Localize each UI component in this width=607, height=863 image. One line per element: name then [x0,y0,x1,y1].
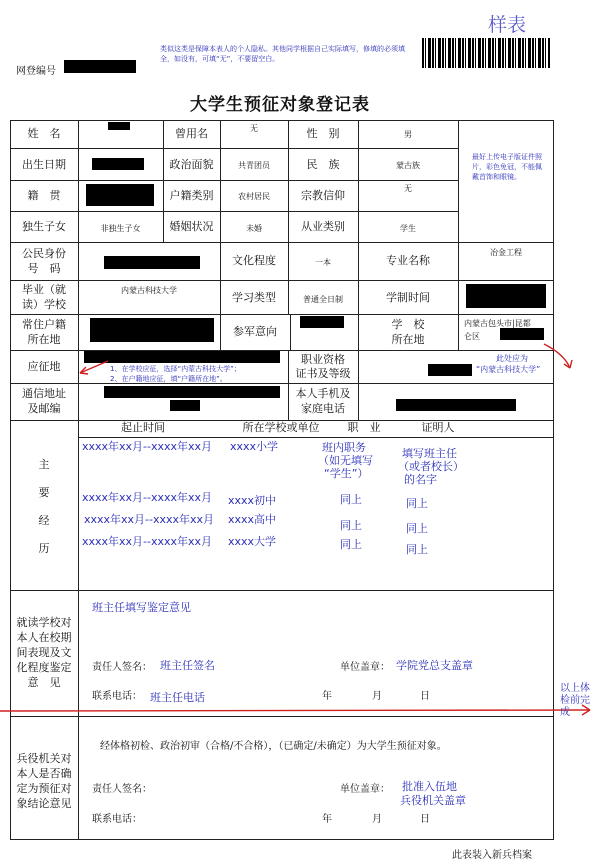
eval-label-1: 就读学校对 [16,616,72,629]
redacted-address [104,386,280,398]
resume-row-1-witness: 填写班主任 [402,447,457,460]
resume-row-4-job: 同上 [340,538,362,551]
resume-row-3-witness: 同上 [406,522,428,535]
col-job: 职 业 [347,421,381,434]
resume-row-2-time: xxxx年xx月--xxxx年xx月 [82,491,213,504]
mil-text: 经体格初检、政治初审（合格/不合格），（已确定/未确定）为大学生预征对象。 [100,741,447,752]
eval-month: 月 [372,691,382,702]
eval-label-2: 本人在校期 [16,631,72,644]
barcode [422,38,550,68]
address-label-1: 通信地址 [22,387,66,400]
redacted-residence [90,318,214,342]
resume-row-1-time: xxxx年xx月--xxxx年xx月 [82,440,213,453]
eval-label-5: 意 见 [27,676,61,689]
mil-day: 日 [420,814,430,825]
former-name-label: 曾用名 [175,127,208,140]
mil-label-3: 定为预征对 [16,782,72,795]
major-label: 专业名称 [386,254,430,267]
sample-mark: 样表 [488,14,527,36]
resume-row-2-job: 同上 [340,493,362,506]
resume-label-2: 要 [38,486,50,499]
ethnicity-value: 蒙古族 [396,161,420,170]
study-type-label: 学习类型 [232,291,276,304]
mil-seal-1: 批准入伍地 [402,780,457,793]
marital-label: 婚姻状况 [169,220,214,233]
school-label-1: 毕业（就 [22,283,66,296]
redacted-cert [428,364,472,376]
cert-label-1: 职业资格 [301,353,345,366]
cert-label-2: 证书及等级 [295,367,351,380]
red-arrow-school [540,340,576,376]
annot-right-2: “内蒙古科技大学” [476,365,541,374]
resume-row-4-school: xxxx大学 [228,535,277,548]
mil-month: 月 [372,814,382,825]
only-child-value: 非独生子女 [100,224,141,233]
resume-label-4: 历 [38,542,50,555]
enlist-intent-label: 参军意向 [233,325,277,338]
school-loc-label-1: 学 校 [391,318,425,331]
redacted-enlist-place [84,351,280,363]
mil-phone-label: 联系电话： [92,814,142,825]
resume-label-3: 经 [38,514,50,527]
name-label: 姓 名 [27,127,61,140]
address-label-2: 及邮编 [27,402,61,415]
gender-value: 男 [404,130,412,139]
mil-year: 年 [322,814,332,825]
politics-label: 政治面貌 [169,158,214,171]
resume-row-4-time: xxxx年xx月--xxxx年xx月 [82,535,213,548]
mil-unit-seal-label: 单位盖章： [340,784,390,795]
annot-exam-1: 以上体 [560,683,590,694]
politics-value: 共青团员 [238,161,270,170]
religion-value: 无 [404,184,412,193]
eval-seal: 学院党总支盖章 [396,659,473,672]
resume-witness-note-2: 的名字 [404,473,437,486]
enlist-note-1: 1、在学校应征，选择“内蒙古科技大学”； [110,365,241,373]
marital-value: 未婚 [246,224,262,233]
eval-label-3: 间表现及文 [16,646,72,659]
mil-label-1: 兵役机关对 [16,752,72,765]
school-label-2: 读）学校 [22,298,66,311]
mil-seal-2: 兵役机关盖章 [400,794,466,807]
online-no-label: 网登编号 [16,66,56,77]
resume-job-note-1: （如无填写 [318,454,373,467]
school-value: 内蒙古科技大学 [121,286,177,295]
privacy-note: 类似这类是保障本表人的个人隐私。其他同学根据自己实际填写，修填的必须填全，如没有，可填“无”，不要留空白。 [160,45,405,63]
resume-witness-note-1: （或者校长） [398,460,464,473]
annot-right-1: 此处应为 [496,354,528,363]
resume-row-3-time: xxxx年xx月--xxxx年xx月 [84,513,215,526]
eval-phone-label: 联系电话： [92,691,142,702]
annot-exam-3: 成 [560,707,570,718]
redacted-origin [86,184,154,206]
redacted-birth [92,158,144,170]
col-time: 起止时间 [121,421,165,434]
school-loc-value-1: 内蒙古包头市|昆都 [464,319,531,328]
eval-label-4: 化程度鉴定 [16,661,72,674]
mil-label-4: 象结论意见 [16,797,72,810]
page-title: 大学生预征对象登记表 [190,95,370,115]
phone-label-1: 本人手机及 [295,387,351,400]
redacted-school-loc [500,328,544,340]
school-loc-value-2: 仑区 [464,332,480,341]
enlist-note-2: 2、在户籍地应征，填“户籍所在地”。 [110,375,227,383]
resume-row-2-school: xxxx初中 [228,494,277,507]
school-loc-label-2: 所在地 [391,333,425,346]
redacted-id-no [104,256,200,269]
resume-row-3-job: 同上 [340,519,362,532]
eval-phone: 班主任电话 [150,691,205,704]
hukou-type-value: 农村居民 [238,192,270,201]
enlist-place-label: 应征地 [27,360,61,373]
redacted-online-no [64,60,136,73]
resume-row-2-witness: 同上 [406,497,428,510]
education-value: 一本 [315,258,331,267]
hukou-type-label: 户籍类别 [169,189,214,202]
resume-row-4-witness: 同上 [406,543,428,556]
col-school: 所在学校或单位 [242,421,320,434]
residence-label-2: 所在地 [27,333,61,346]
redacted-zip [170,400,200,411]
id-no-label-2: 号 码 [27,262,61,275]
red-arrow-divider [0,698,607,722]
redacted-name [108,122,130,130]
eval-unit-seal-label: 单位盖章： [340,662,390,673]
eval-opinion: 班主任填写鉴定意见 [92,601,191,614]
mil-label-2: 本人是否确 [16,767,72,780]
mil-resp-sign-label: 责任人签名： [92,784,152,795]
resume-row-1-school: xxxx小学 [230,440,279,453]
redacted-phone [396,399,516,411]
col-witness: 证明人 [421,421,455,434]
redacted-enlist-intent [300,316,344,328]
study-type-value: 普通全日制 [303,295,343,304]
resume-job-note-2: “学生”） [324,467,369,480]
redacted-duration [466,284,546,308]
religion-label: 宗教信仰 [301,189,345,202]
resume-row-1-job: 班内职务 [322,441,366,454]
major-value: 冶金工程 [490,248,522,257]
duration-label: 学制时间 [386,291,430,304]
id-no-label-1: 公民身份 [22,247,66,260]
birth-label: 出生日期 [22,158,66,171]
education-label: 文化程度 [232,254,276,267]
only-child-label: 独生子女 [22,220,66,233]
photo-note: 最好上传电子版证件照片，彩色免冠，不能佩戴首饰和眼镜。 [472,153,542,181]
eval-day: 日 [420,691,430,702]
footer-note: 此表装入新兵档案 [452,850,532,861]
residence-label-1: 常住户籍 [22,318,66,331]
former-name-value: 无 [250,124,258,133]
red-arrow-enlist [76,358,112,378]
resume-row-3-school: xxxx高中 [228,513,277,526]
gender-label: 性 别 [306,127,340,140]
resume-label-1: 主 [38,458,50,471]
occupation-label: 从业类别 [301,220,345,233]
origin-label: 籍 贯 [27,189,61,202]
phone-label-2: 家庭电话 [301,402,345,415]
annot-exam-2: 检前完 [560,695,590,706]
occupation-value: 学生 [400,224,416,233]
eval-sign: 班主任签名 [160,659,215,672]
eval-year: 年 [322,691,332,702]
ethnicity-label: 民 族 [306,158,340,171]
eval-resp-sign-label: 责任人签名： [92,662,152,673]
